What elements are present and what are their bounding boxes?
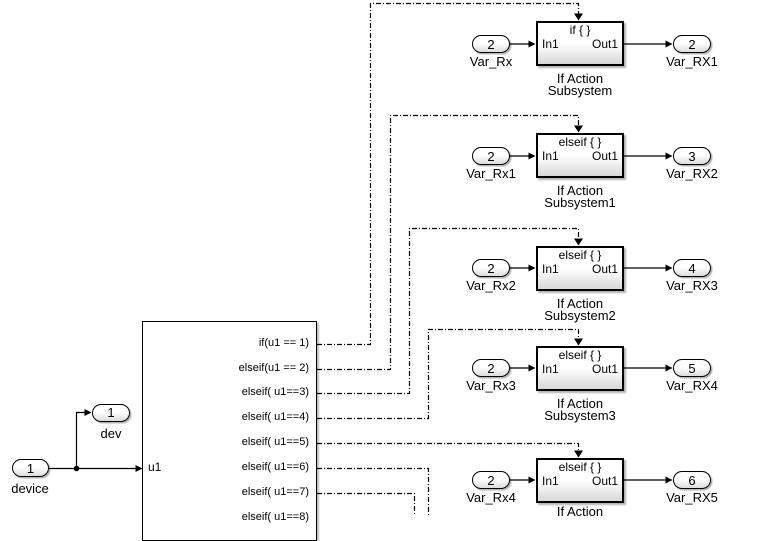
- port-number: 1: [26, 460, 35, 476]
- outport-var-rx1[interactable]: [673, 35, 711, 53]
- port-number: 3: [688, 148, 696, 164]
- control-line-5: [317, 444, 579, 452]
- branch-dot: [74, 466, 80, 472]
- trigger-arrow-icon: [574, 339, 583, 346]
- trigger-port-label: if { }: [569, 23, 591, 37]
- arrow-right-icon: [666, 265, 673, 272]
- inport-device[interactable]: [12, 459, 49, 477]
- inport-label: Var_Rx3: [466, 378, 516, 393]
- arrow-right-icon: [529, 41, 536, 48]
- outport-label: Var_RX5: [666, 490, 718, 505]
- outport-var-rx4[interactable]: [673, 359, 711, 377]
- inport-var-rx2[interactable]: [472, 259, 510, 277]
- subsystem-name-line1: If Action: [556, 504, 604, 519]
- trigger-port-label: elseif { }: [558, 248, 602, 262]
- port-number: 4: [688, 260, 696, 276]
- subsystem-name-line2: Subsystem: [547, 83, 613, 98]
- port-number: 5: [688, 360, 696, 376]
- port-number: 2: [487, 148, 495, 164]
- arrow-right-icon: [666, 41, 673, 48]
- if-condition: elseif( u1==3): [241, 386, 309, 398]
- port-number: 1: [107, 405, 115, 420]
- trigger-arrow-icon: [574, 451, 583, 458]
- outport-label: Var_RX2: [666, 166, 718, 181]
- outport-dev-label: dev: [100, 426, 122, 441]
- trigger-arrow-icon: [574, 14, 583, 21]
- port-number: 2: [487, 472, 495, 488]
- in-port-label: In1: [542, 262, 559, 276]
- in-port-label: In1: [542, 474, 559, 488]
- inport-label: Var_Rx4: [466, 490, 516, 505]
- device-to-dev-branch: [77, 413, 86, 469]
- arrow-right-icon: [529, 153, 536, 160]
- outport-label: Var_RX1: [666, 54, 718, 69]
- subsystem-name-line1: If Action: [556, 396, 604, 411]
- trigger-port-label: elseif { }: [558, 460, 602, 474]
- subsystem-name-line2: Subsystem1: [544, 195, 616, 210]
- outport-var-rx2[interactable]: [673, 147, 711, 165]
- control-line-7: [317, 494, 415, 517]
- outport-label: Var_RX3: [666, 278, 718, 293]
- arrow-right-icon: [529, 265, 536, 272]
- if-condition: if(u1 == 1): [258, 337, 309, 349]
- port-number: 2: [688, 36, 696, 52]
- in-port-label: In1: [542, 37, 559, 51]
- if-action-subsystem1[interactable]: [536, 133, 624, 178]
- subsystem-name-line2: Subsystem3: [544, 408, 616, 423]
- if-action-subsystem4[interactable]: [536, 458, 624, 503]
- inport-label: Var_Rx1: [466, 166, 516, 181]
- if-block[interactable]: [142, 321, 317, 541]
- port-number: 2: [487, 36, 495, 52]
- arrow-right-icon: [529, 365, 536, 372]
- outport-var-rx5[interactable]: [673, 471, 711, 489]
- if-condition: elseif(u1 == 2): [238, 362, 309, 374]
- subsystem-name-line1: If Action: [556, 183, 604, 198]
- if-action-subsystem[interactable]: [536, 21, 624, 66]
- if-condition: elseif( u1==8): [241, 511, 309, 523]
- inport-var-rx3[interactable]: [472, 359, 510, 377]
- if-condition: elseif( u1==7): [241, 486, 309, 498]
- inport-var-rx1[interactable]: [472, 147, 510, 165]
- if-block-input-label: u1: [148, 460, 162, 474]
- port-number: 2: [487, 260, 495, 276]
- trigger-port-label: elseif { }: [558, 135, 602, 149]
- outport-var-rx3[interactable]: [673, 259, 711, 277]
- if-action-subsystem2[interactable]: [536, 246, 624, 291]
- out-port-label: Out1: [591, 474, 618, 488]
- subsystem-name-line2: Subsystem2: [544, 308, 616, 323]
- out-port-label: Out1: [591, 149, 618, 163]
- arrow-right-icon: [529, 477, 536, 484]
- out-port-label: Out1: [591, 37, 618, 51]
- in-port-label: In1: [542, 149, 559, 163]
- inport-device-label: device: [11, 481, 49, 496]
- trigger-arrow-icon: [574, 126, 583, 133]
- subsystem-name-line1: If Action: [556, 71, 604, 86]
- inport-var-rx[interactable]: [472, 35, 510, 53]
- subsystem-name-line1: If Action: [556, 296, 604, 311]
- trigger-port-label: elseif { }: [558, 348, 602, 362]
- arrow-right-icon: [666, 365, 673, 372]
- inport-label: Var_Rx2: [466, 278, 516, 293]
- arrow-right-icon: [85, 409, 92, 416]
- if-condition: elseif( u1==4): [241, 411, 309, 423]
- in-port-label: In1: [542, 362, 559, 376]
- inport-var-rx4[interactable]: [472, 471, 510, 489]
- if-action-subsystem3[interactable]: [536, 346, 624, 391]
- trigger-arrow-icon: [574, 239, 583, 246]
- out-port-label: Out1: [591, 362, 618, 376]
- port-number: 6: [688, 472, 696, 488]
- outport-dev[interactable]: [92, 404, 130, 422]
- out-port-label: Out1: [591, 262, 618, 276]
- inport-label: Var_Rx: [469, 54, 513, 69]
- arrow-right-icon: [666, 477, 673, 484]
- outport-label: Var_RX4: [666, 378, 718, 393]
- if-condition: elseif( u1==5): [241, 436, 309, 448]
- if-condition: elseif( u1==6): [241, 461, 309, 473]
- port-number: 2: [487, 360, 495, 376]
- arrow-right-icon: [666, 153, 673, 160]
- control-line-6: [317, 469, 429, 517]
